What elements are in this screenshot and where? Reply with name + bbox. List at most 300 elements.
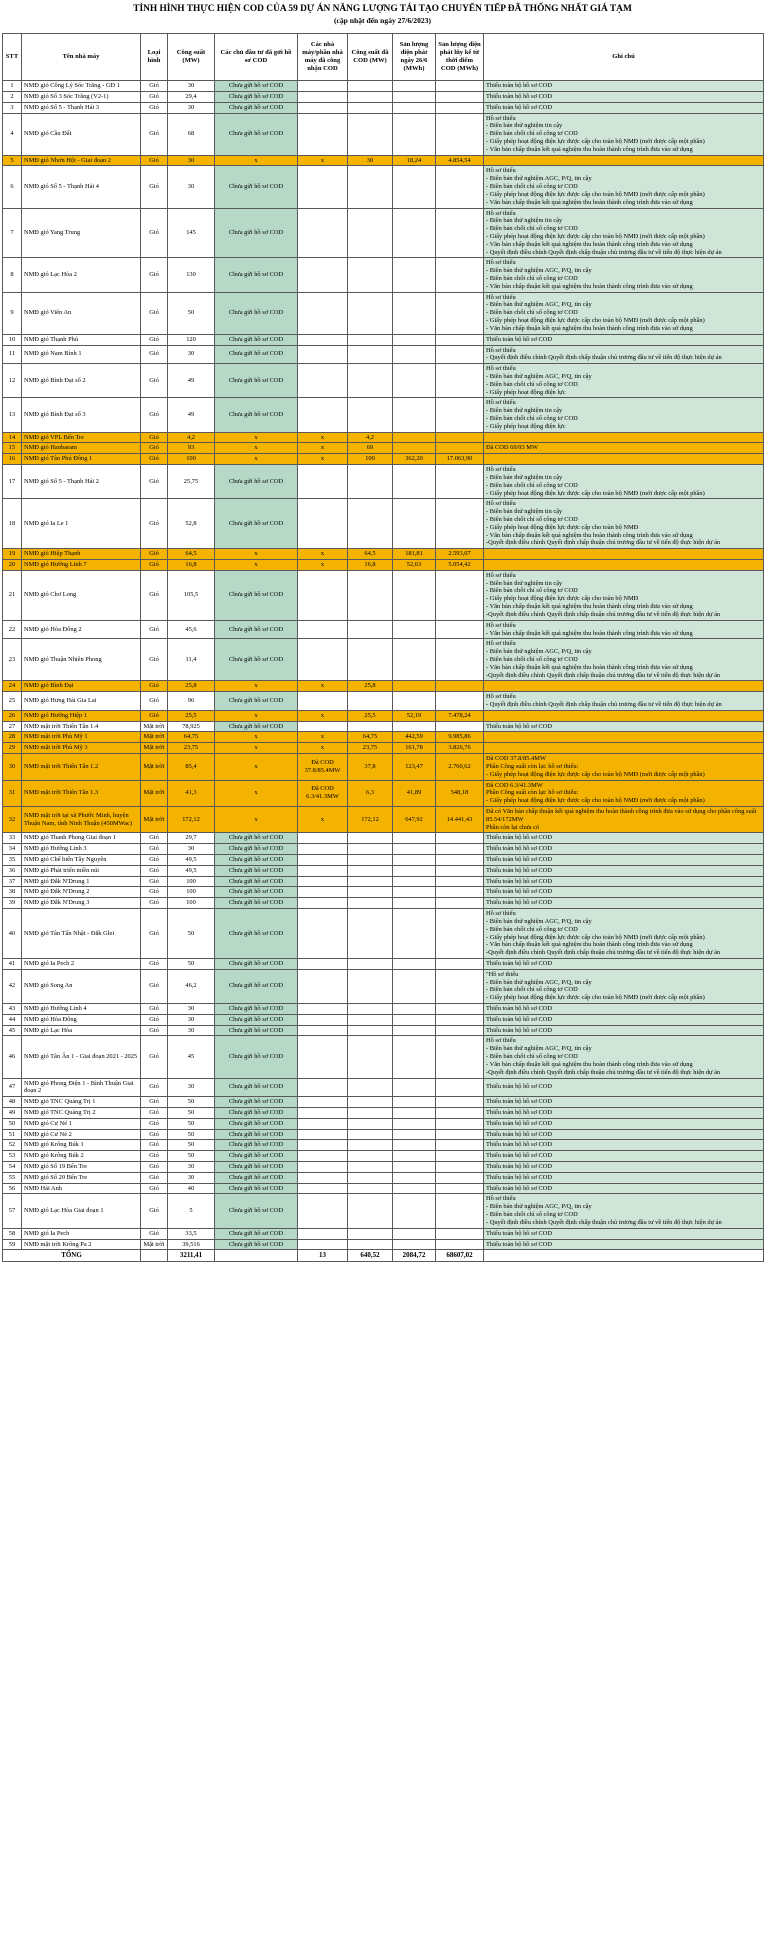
cell-cod-capacity: 64,5 (348, 549, 393, 560)
note-line: - Giấy phép hoạt động điện lực được cấp cho toàn bộ NMĐ (mới được cấp một phần) (486, 797, 705, 805)
cell-note (484, 1194, 764, 1228)
cell-cod-plant: x (298, 155, 348, 166)
cell-type: Gió (141, 465, 168, 499)
cell-investor: Chưa gửi hồ sơ COD (215, 1183, 298, 1194)
cell-plant-name: NMĐ gió Cư Né 2 (22, 1129, 141, 1140)
cell-plant-name: NMĐ gió Phong Điện 1 - Bình Thuận Giai đoạn 2 (22, 1078, 141, 1097)
cell-investor: Chưa gửi hồ sơ COD (215, 958, 298, 969)
cell-stt: 1 (3, 81, 22, 92)
cell-cod-capacity (348, 1172, 393, 1183)
cell-capacity: 52,8 (168, 499, 215, 549)
cell-cumulative-output: 2.593,07 (436, 549, 484, 560)
cell-plant-name: NMĐ gió TNC Quảng Trị 1 (22, 1097, 141, 1108)
cell-investor: Chưa gửi hồ sơ COD (215, 334, 298, 345)
cell-note: Thiếu toàn bộ hồ sơ COD (484, 91, 764, 102)
table-row (3, 1014, 764, 1025)
cell-cod-capacity (348, 887, 393, 898)
cell-note: Thiếu toàn bộ hồ sơ COD (484, 958, 764, 969)
cell-cod-plant: x (298, 432, 348, 443)
cell-note (484, 292, 764, 334)
cell-investor: Chưa gửi hồ sơ COD (215, 1140, 298, 1151)
cell-cod-capacity (348, 1004, 393, 1015)
cell-capacity: 30 (168, 1014, 215, 1025)
cell-investor: Chưa gửi hồ sơ COD (215, 898, 298, 909)
cell-stt: 47 (3, 1078, 22, 1097)
cell-note: Thiếu toàn bộ hồ sơ COD (484, 898, 764, 909)
cell-investor: x (215, 780, 298, 806)
cell-type: Gió (141, 499, 168, 549)
cell-cod-capacity (348, 1183, 393, 1194)
cell-stt: 18 (3, 499, 22, 549)
table-row (3, 1107, 764, 1118)
cell-investor: Chưa gửi hồ sơ COD (215, 855, 298, 866)
table-row (3, 91, 764, 102)
cell-stt: 49 (3, 1107, 22, 1118)
total-investor (215, 1250, 298, 1262)
cell-note: Thiếu toàn bộ hồ sơ COD (484, 1004, 764, 1015)
cell-cumulative-output (436, 432, 484, 443)
cell-plant-name: NMĐ gió Viên An (22, 292, 141, 334)
cell-type: Gió (141, 560, 168, 571)
table-row (3, 844, 764, 855)
cell-note (484, 570, 764, 620)
note-line: - Văn bản chấp thuận kết quả nghiệm thu hoàn thành công trình đưa vào sử dụng (486, 198, 693, 206)
cell-daily-output (393, 620, 436, 639)
cell-cumulative-output (436, 855, 484, 866)
note-line: - Biên bản thử nghiệm AGC, P/Q, tin cậy (486, 648, 592, 656)
cell-investor: Chưa gửi hồ sơ COD (215, 166, 298, 208)
cell-cumulative-output (436, 1097, 484, 1108)
note-line: -Quyết định điều chỉnh Quyết định chấp thuận chủ trương đầu tư về tiến độ thực hiện dự án (486, 1068, 721, 1076)
cell-plant-name: NMĐ gió Cầu Đất (22, 113, 141, 155)
table-row (3, 887, 764, 898)
cell-investor: Chưa gửi hồ sơ COD (215, 1162, 298, 1173)
cell-note (484, 732, 764, 743)
note-line: Phần còn lại chưa có (486, 823, 540, 831)
cell-daily-output (393, 570, 436, 620)
cell-cod-plant (298, 1194, 348, 1228)
col-header-investor: Các chủ đầu tư đã gửi hồ sơ COD (215, 34, 298, 81)
cell-note (484, 780, 764, 806)
cell-daily-output (393, 345, 436, 364)
cell-plant-name: NMĐ gió Thạnh Phú (22, 334, 141, 345)
cell-cod-plant: x (298, 710, 348, 721)
cell-note (484, 166, 764, 208)
cell-note (484, 909, 764, 959)
cell-plant-name: NMĐ mặt trời Thiên Tân 1.2 (22, 754, 141, 780)
cell-plant-name: NMĐ gió Số 5 - Thạnh Hải 3 (22, 102, 141, 113)
cell-investor: Chưa gửi hồ sơ COD (215, 1151, 298, 1162)
note-line: - Giấy phép hoạt động điện lực (486, 388, 566, 396)
cell-investor: x (215, 155, 298, 166)
note-line: - Biên bản chốt chỉ số công tơ COD (486, 587, 578, 595)
cell-type: Mặt trời (141, 743, 168, 754)
cell-daily-output (393, 1118, 436, 1129)
note-line: Hồ sơ thiếu (486, 571, 516, 579)
cell-plant-name: NMĐ gió Lạc Hòa (22, 1025, 141, 1036)
cell-plant-name: NMĐ gió Ia Le 1 (22, 499, 141, 549)
cell-cod-plant (298, 1097, 348, 1108)
cell-plant-name: NMĐ mặt trời Thiên Tân 1.4 (22, 721, 141, 732)
cell-type: Gió (141, 432, 168, 443)
note-line: - Biên bản thử nghiệm AGC, P/Q, tin cậy (486, 917, 592, 925)
cell-capacity: 39,516 (168, 1239, 215, 1250)
cell-stt: 32 (3, 806, 22, 832)
note-line: - Biên bản chốt chỉ số công tơ COD (486, 986, 578, 994)
cell-type: Mặt trời (141, 721, 168, 732)
cell-cumulative-output (436, 1036, 484, 1078)
cell-plant-name: NMĐ gió Chế biến Tây Nguyên (22, 855, 141, 866)
cell-cumulative-output (436, 721, 484, 732)
note-line: Hồ sơ thiếu (486, 346, 516, 354)
note-line: - Biên bản thử nghiệm tin cậy (486, 579, 563, 587)
cell-cod-plant (298, 1151, 348, 1162)
cell-stt: 16 (3, 454, 22, 465)
cell-stt: 27 (3, 721, 22, 732)
cell-plant-name: NMĐ gió Số 3 Sóc Trăng (V2-1) (22, 91, 141, 102)
note-line: - Biên bản chốt chỉ số công tơ COD (486, 380, 578, 388)
cell-stt: 9 (3, 292, 22, 334)
cell-capacity: 4,2 (168, 432, 215, 443)
cell-plant-name: NMĐ gió Hòa Đông (22, 1014, 141, 1025)
cell-cod-plant (298, 570, 348, 620)
cell-cod-plant: x (298, 806, 348, 832)
cell-cumulative-output (436, 1151, 484, 1162)
cell-cod-plant: x (298, 549, 348, 560)
cell-note: Thiếu toàn bộ hồ sơ COD (484, 865, 764, 876)
note-line: - Biên bản chốt chỉ số công tơ COD (486, 1211, 578, 1219)
note-line: Hồ sơ thiếu (486, 293, 516, 301)
note-line: - Biên bản thử nghiệm tin cậy (486, 508, 563, 516)
cell-cumulative-output (436, 499, 484, 549)
cell-cod-plant (298, 639, 348, 681)
note-line: - Văn bản chấp thuận kết quả nghiệm thu hoàn thành công trình đưa vào sử dụng (486, 941, 693, 949)
cell-type: Gió (141, 620, 168, 639)
cell-investor: Chưa gửi hồ sơ COD (215, 1014, 298, 1025)
cell-capacity: 50 (168, 292, 215, 334)
cell-type: Gió (141, 1025, 168, 1036)
cell-cod-plant (298, 345, 348, 364)
note-line: Hồ sơ thiếu (486, 466, 516, 474)
cell-note: Thiếu toàn bộ hồ sơ COD (484, 1172, 764, 1183)
table-row (3, 865, 764, 876)
cell-capacity: 5 (168, 1194, 215, 1228)
cell-stt: 24 (3, 681, 22, 692)
cell-plant-name: NMĐ gió Ia Pech 2 (22, 958, 141, 969)
note-line: - Biên bản chốt chỉ số công tơ COD (486, 481, 578, 489)
note-line: - Biên bản chốt chỉ số công tơ COD (486, 925, 578, 933)
cell-type: Gió (141, 570, 168, 620)
cell-cod-plant (298, 909, 348, 959)
cell-investor: Chưa gửi hồ sơ COD (215, 292, 298, 334)
cell-cod-capacity (348, 639, 393, 681)
cell-cod-capacity (348, 1194, 393, 1228)
cell-investor: Chưa gửi hồ sơ COD (215, 721, 298, 732)
cell-cod-plant (298, 865, 348, 876)
cell-capacity: 64,75 (168, 732, 215, 743)
col-header-stt: STT (3, 34, 22, 81)
cell-cod-plant: x (298, 443, 348, 454)
cell-daily-output: 18,24 (393, 155, 436, 166)
table-row (3, 166, 764, 208)
note-line: - Biên bản thử nghiệm AGC, P/Q, tin cậy (486, 301, 592, 309)
cell-daily-output: 362,20 (393, 454, 436, 465)
table-row (3, 1078, 764, 1097)
cell-type: Gió (141, 681, 168, 692)
cell-cumulative-output: 5.054,42 (436, 560, 484, 571)
cell-investor: Chưa gửi hồ sơ COD (215, 639, 298, 681)
table-row (3, 1025, 764, 1036)
note-line: - Biên bản chốt chỉ số công tơ COD (486, 655, 578, 663)
note-line: - Văn bản chấp thuận kết quả nghiệm thu hoàn thành công trình đưa vào sử dụng (486, 603, 693, 611)
cell-cod-capacity: 23,75 (348, 743, 393, 754)
cell-cod-capacity: 4,2 (348, 432, 393, 443)
note-line: Đã COD 37.8/85.4MW (486, 755, 546, 763)
cell-cod-plant (298, 898, 348, 909)
note-line: Phần Công suất còn lại: hồ sơ thiếu: (486, 789, 579, 797)
note-line: Hồ sơ thiếu (486, 910, 516, 918)
total-label: TỔNG (3, 1250, 141, 1262)
cell-type: Gió (141, 710, 168, 721)
cell-plant-name: NMĐ gió Đắk N'Drung 1 (22, 876, 141, 887)
cell-cod-plant (298, 958, 348, 969)
cell-cod-capacity (348, 876, 393, 887)
cell-type: Gió (141, 958, 168, 969)
cell-cod-capacity (348, 570, 393, 620)
cell-investor: Chưa gửi hồ sơ COD (215, 1036, 298, 1078)
cell-stt: 33 (3, 833, 22, 844)
table-row (3, 258, 764, 292)
cell-cod-plant (298, 258, 348, 292)
cell-capacity: 30 (168, 102, 215, 113)
cell-type: Gió (141, 844, 168, 855)
cell-capacity: 49,5 (168, 865, 215, 876)
cell-note (484, 681, 764, 692)
cell-stt: 51 (3, 1129, 22, 1140)
cell-cod-plant (298, 1036, 348, 1078)
cell-type: Mặt trời (141, 732, 168, 743)
cell-cod-plant: x (298, 560, 348, 571)
cell-daily-output (393, 876, 436, 887)
cell-capacity: 130 (168, 258, 215, 292)
table-row (3, 743, 764, 754)
col-header-plant: Các nhà máy/phần nhà máy đã công nhận COD (298, 34, 348, 81)
cell-note: Thiếu toàn bộ hồ sơ COD (484, 1140, 764, 1151)
note-line: - Văn bản chấp thuận kết quả nghiệm thu hoàn thành công trình đưa vào sử dụng (486, 663, 693, 671)
cell-plant-name: NMĐ gió Hòa Đông 2 (22, 620, 141, 639)
cell-daily-output (393, 1078, 436, 1097)
table-row (3, 1036, 764, 1078)
cell-stt: 53 (3, 1151, 22, 1162)
cell-stt: 44 (3, 1014, 22, 1025)
cell-note: Thiếu toàn bộ hồ sơ COD (484, 844, 764, 855)
cell-cod-plant: Đã COD 6.3/41.3MW (298, 780, 348, 806)
cell-note: Thiếu toàn bộ hồ sơ COD (484, 1151, 764, 1162)
cell-cod-plant: x (298, 732, 348, 743)
cell-note (484, 499, 764, 549)
cell-cumulative-output (436, 258, 484, 292)
cell-investor: x (215, 549, 298, 560)
cell-capacity: 41,3 (168, 780, 215, 806)
cell-note (484, 560, 764, 571)
cell-cod-capacity (348, 1140, 393, 1151)
cell-investor: Chưa gửi hồ sơ COD (215, 91, 298, 102)
cell-stt: 59 (3, 1239, 22, 1250)
cell-daily-output (393, 292, 436, 334)
note-line: Hồ sơ thiếu (486, 259, 516, 267)
cell-investor: Chưa gửi hồ sơ COD (215, 499, 298, 549)
cell-cod-capacity (348, 1118, 393, 1129)
table-row (3, 432, 764, 443)
cell-investor: x (215, 710, 298, 721)
cell-cumulative-output (436, 443, 484, 454)
cell-stt: 8 (3, 258, 22, 292)
cell-cod-capacity (348, 1078, 393, 1097)
cell-note: Thiếu toàn bộ hồ sơ COD (484, 1162, 764, 1173)
cell-stt: 6 (3, 166, 22, 208)
cell-daily-output (393, 499, 436, 549)
cell-cumulative-output (436, 570, 484, 620)
cell-daily-output (393, 1140, 436, 1151)
page-title: TÌNH HÌNH THỰC HIỆN COD CỦA 59 DỰ ÁN NĂNG LƯỢNG TÁI TẠO CHUYỂN TIẾP ĐÃ THỐNG NHẤT GIÁ TẠM (133, 4, 632, 14)
note-line: - Giấy phép hoạt động điện lực được cấp cho toàn bộ NMĐ (486, 595, 639, 603)
cell-type: Gió (141, 969, 168, 1003)
table-row (3, 102, 764, 113)
cell-cod-plant (298, 969, 348, 1003)
cell-daily-output (393, 969, 436, 1003)
table-row (3, 639, 764, 681)
cell-cod-plant (298, 1239, 348, 1250)
cell-note: Thiếu toàn bộ hồ sơ COD (484, 887, 764, 898)
table-row (3, 398, 764, 432)
cell-plant-name: NMĐ gió Hướng Linh 3 (22, 844, 141, 855)
col-header-daily: Sản lượng điện phát ngày 26/6 (MWh) (393, 34, 436, 81)
cell-daily-output (393, 91, 436, 102)
cell-stt: 54 (3, 1162, 22, 1173)
note-line: Hồ sơ thiếu (486, 500, 516, 508)
cell-stt: 11 (3, 345, 22, 364)
cell-type: Gió (141, 549, 168, 560)
cell-cod-capacity (348, 258, 393, 292)
cell-stt: 25 (3, 692, 22, 711)
cell-cod-plant: x (298, 454, 348, 465)
cell-investor: Chưa gửi hồ sơ COD (215, 1194, 298, 1228)
cell-capacity: 45 (168, 1036, 215, 1078)
cell-type: Gió (141, 81, 168, 92)
cell-type: Gió (141, 1162, 168, 1173)
cell-cod-capacity (348, 345, 393, 364)
cell-investor: Chưa gửi hồ sơ COD (215, 113, 298, 155)
note-line: - Biên bản thử nghiệm AGC, P/Q, tin cậy (486, 175, 592, 183)
cell-cumulative-output (436, 1162, 484, 1173)
cell-investor: Chưa gửi hồ sơ COD (215, 833, 298, 844)
cell-daily-output (393, 1228, 436, 1239)
cell-capacity: 25,5 (168, 710, 215, 721)
cell-cumulative-output (436, 620, 484, 639)
cell-investor: x (215, 806, 298, 832)
cell-investor: x (215, 560, 298, 571)
cell-plant-name: NMĐ gió Hưng Hải Gia Lai (22, 692, 141, 711)
cell-stt: 45 (3, 1025, 22, 1036)
cell-cod-plant (298, 620, 348, 639)
cell-stt: 48 (3, 1097, 22, 1108)
cell-daily-output (393, 364, 436, 398)
cell-plant-name: NMĐ gió Thanh Phong Giai đoạn 1 (22, 833, 141, 844)
cell-cod-capacity (348, 692, 393, 711)
cell-capacity: 93 (168, 443, 215, 454)
cell-stt: 13 (3, 398, 22, 432)
title-block (0, 0, 765, 28)
cell-plant-name: NMĐ gió Lạc Hòa 2 (22, 258, 141, 292)
cell-stt: 14 (3, 432, 22, 443)
cell-type: Gió (141, 345, 168, 364)
cell-cod-capacity (348, 721, 393, 732)
table-row (3, 721, 764, 732)
cell-daily-output (393, 898, 436, 909)
cell-daily-output (393, 909, 436, 959)
cell-type: Gió (141, 1078, 168, 1097)
cell-cod-plant (298, 334, 348, 345)
cell-investor: x (215, 432, 298, 443)
note-line: -Quyết định điều chỉnh Quyết định chấp thuận chủ trương đầu tư về tiến độ thực hiện dự án (486, 539, 721, 547)
cell-stt: 42 (3, 969, 22, 1003)
note-line: - Biên bản thử nghiệm tin cậy (486, 473, 563, 481)
cell-cod-capacity (348, 909, 393, 959)
cell-note (484, 432, 764, 443)
total-daily: 2084,72 (393, 1250, 436, 1262)
cell-type: Gió (141, 876, 168, 887)
cell-note (484, 806, 764, 832)
note-line: - Biên bản thử nghiệm tin cậy (486, 217, 563, 225)
cell-capacity: 30 (168, 844, 215, 855)
cell-investor: x (215, 754, 298, 780)
cell-type: Mặt trời (141, 806, 168, 832)
cell-daily-output (393, 833, 436, 844)
cell-cod-plant (298, 113, 348, 155)
note-line: - Biên bản chốt chỉ số công tơ COD (486, 515, 578, 523)
table-row (3, 855, 764, 866)
col-header-name: Tên nhà máy (22, 34, 141, 81)
cell-capacity: 30 (168, 1172, 215, 1183)
cell-note (484, 155, 764, 166)
cell-cumulative-output (436, 833, 484, 844)
note-line: -Quyết định điều chỉnh Quyết định chấp thuận chủ trương đầu tư về tiến độ thực hiện dự án (486, 949, 721, 957)
cell-note (484, 465, 764, 499)
cell-stt: 12 (3, 364, 22, 398)
cell-cod-capacity (348, 844, 393, 855)
cell-investor: Chưa gửi hồ sơ COD (215, 1228, 298, 1239)
cell-cod-capacity (348, 620, 393, 639)
cell-investor: Chưa gửi hồ sơ COD (215, 1097, 298, 1108)
table-row (3, 1228, 764, 1239)
cell-type: Gió (141, 692, 168, 711)
cell-capacity: 30 (168, 166, 215, 208)
cell-note (484, 258, 764, 292)
cell-plant-name: NMĐ gió Hiệp Thạnh (22, 549, 141, 560)
cell-note (484, 549, 764, 560)
cell-investor: Chưa gửi hồ sơ COD (215, 465, 298, 499)
cell-type: Gió (141, 1228, 168, 1239)
cod-status-table (2, 33, 764, 1262)
cell-investor: x (215, 743, 298, 754)
cell-cumulative-output (436, 681, 484, 692)
cell-stt: 31 (3, 780, 22, 806)
note-line: "Hồ sơ thiếu (486, 970, 519, 978)
cell-investor: Chưa gửi hồ sơ COD (215, 1025, 298, 1036)
note-line: - Giấy phép hoạt động điện lực (486, 422, 566, 430)
table-row (3, 499, 764, 549)
note-line: Phần Công suất còn lại: hồ sơ thiếu: (486, 762, 579, 770)
